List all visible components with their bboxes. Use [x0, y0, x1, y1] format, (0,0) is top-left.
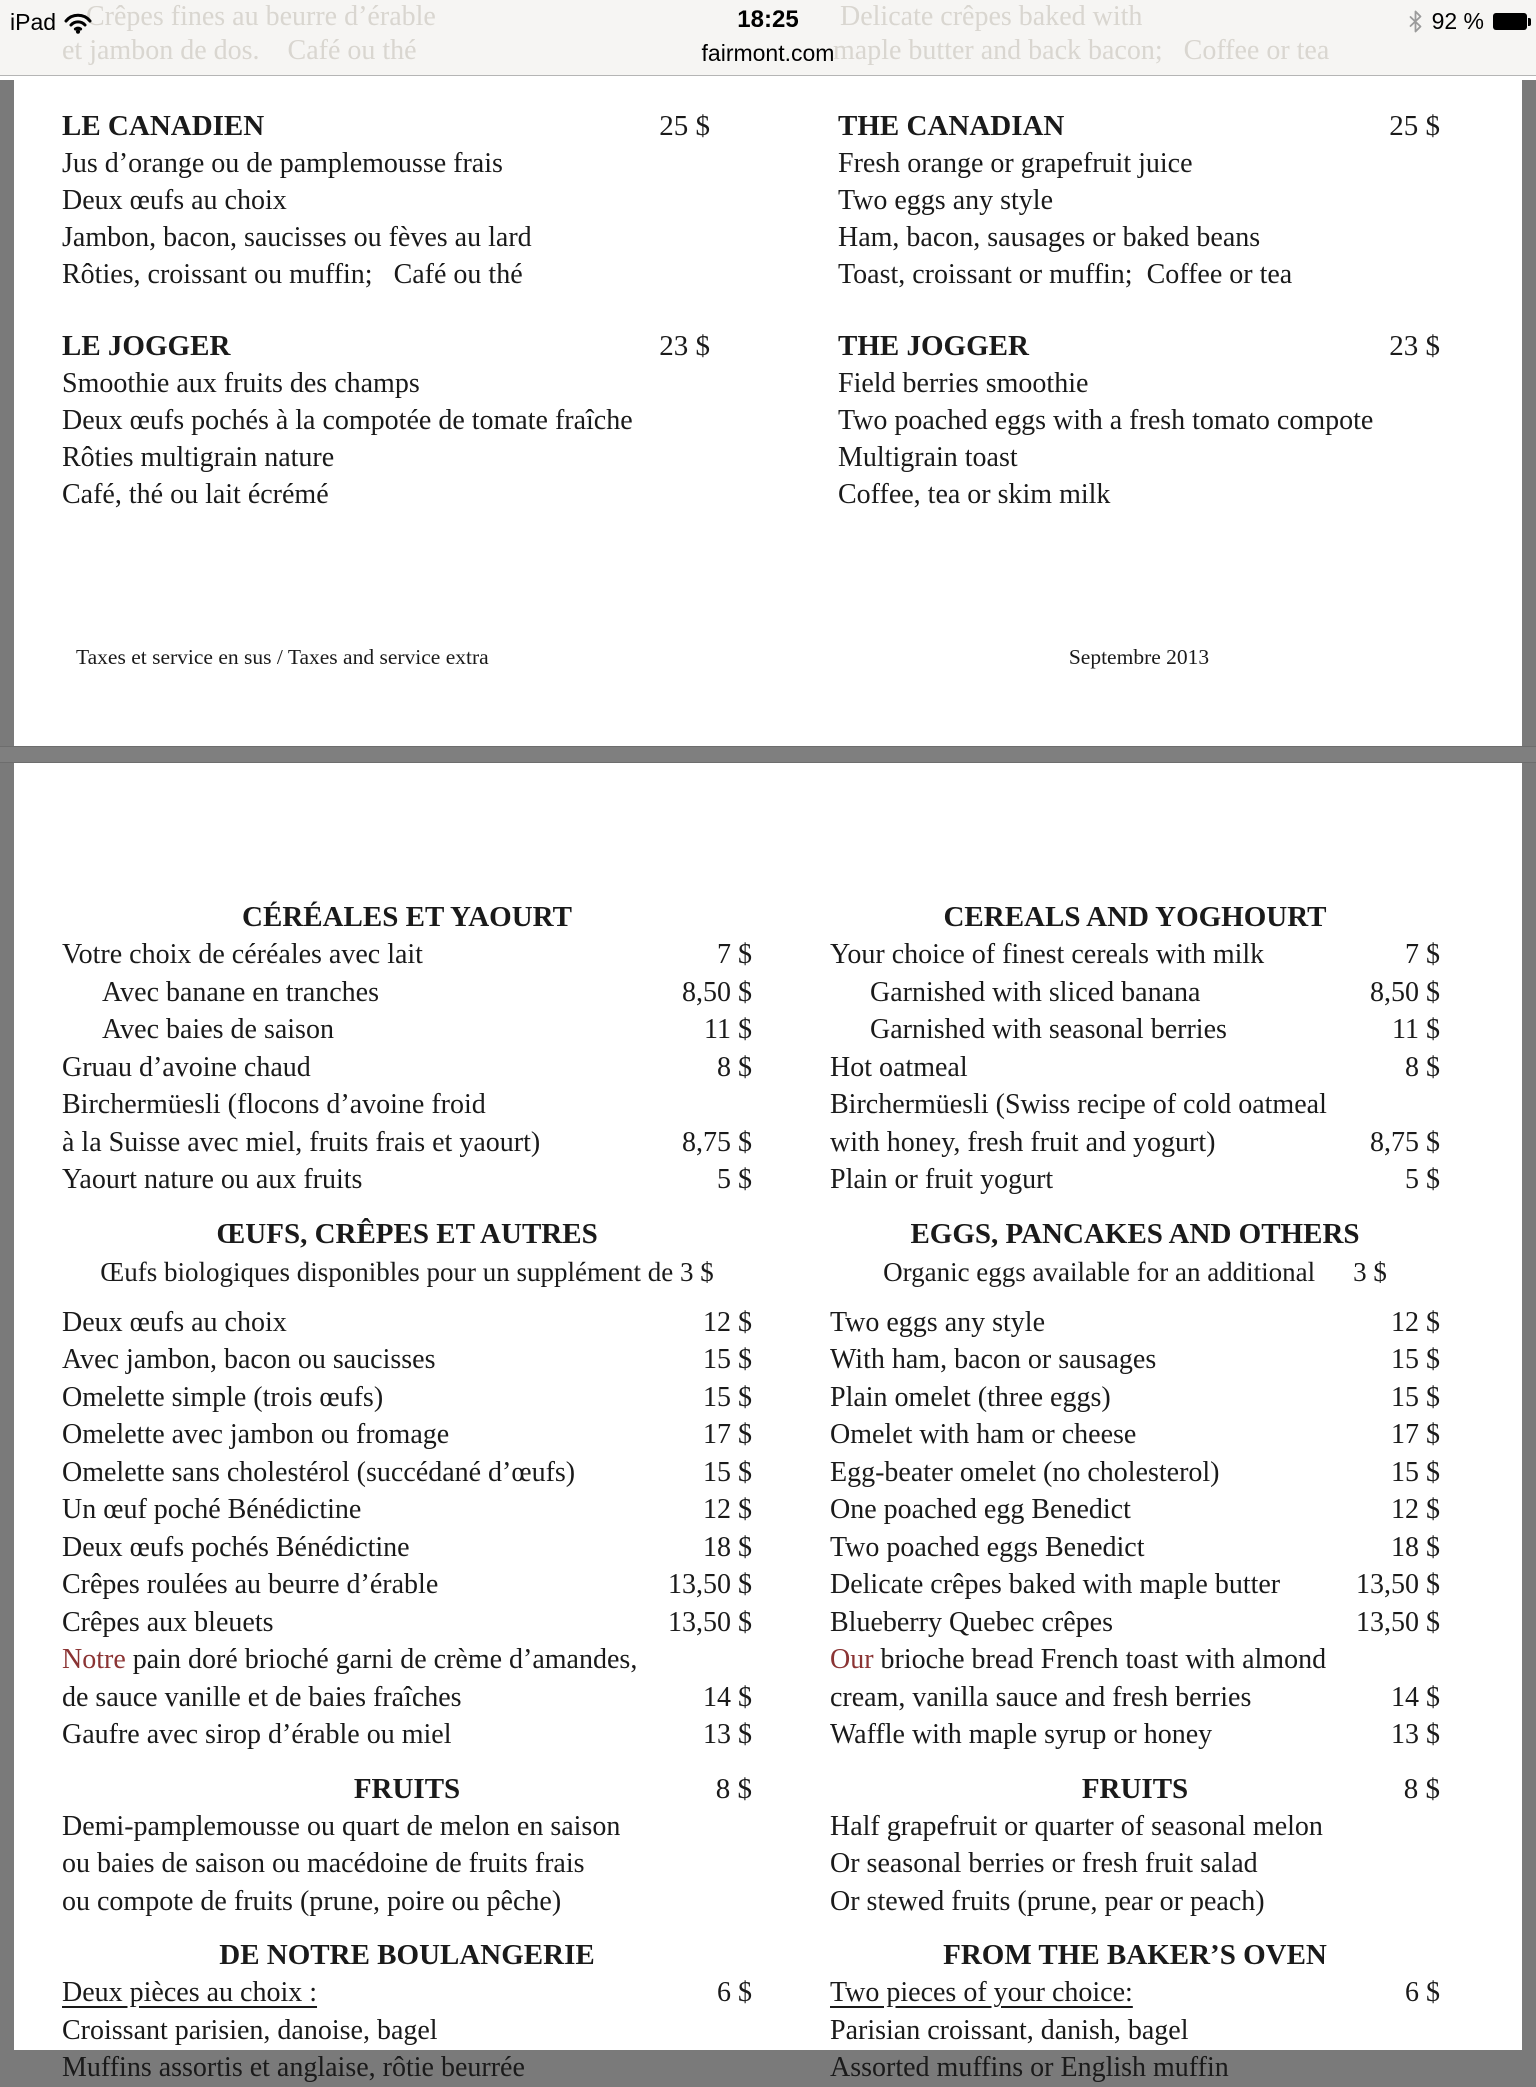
- menu-item-row: [830, 1974, 1440, 2012]
- menu-item-text: Two poached eggs with a fresh tomato compote: [838, 405, 1374, 436]
- section-heading: [838, 327, 1440, 365]
- menu-item-text: Jambon, bacon, saucisses ou fèves au lard: [62, 222, 532, 253]
- page-separator: [0, 746, 1536, 763]
- section-price: 8 $: [715, 1772, 752, 1805]
- menu-item-row: [830, 1049, 1440, 1087]
- menu-item-text: Deux œufs au choix: [62, 185, 287, 216]
- section-heading-text: THE CANADIAN: [838, 110, 1065, 142]
- menu-item-text: Smoothie aux fruits des champs: [62, 368, 420, 399]
- menu-item-price: 15 $: [703, 1344, 752, 1375]
- section-heading: [62, 898, 752, 936]
- menu-item-text: Two eggs any style: [838, 185, 1054, 216]
- menu-section: [838, 107, 1440, 293]
- section-heading: [830, 1936, 1440, 1974]
- menu-item-price: 11 $: [704, 1014, 752, 1045]
- menu-item-price: 17 $: [703, 1419, 752, 1450]
- menu-item-text: Café, thé ou lait écrémé: [62, 479, 329, 510]
- menu-date: Septembre 2013: [1068, 645, 1210, 669]
- menu-item-text: Plain omelet (three eggs): [830, 1381, 1111, 1413]
- menu-section: [838, 327, 1440, 513]
- menu-item-row: [838, 476, 1440, 513]
- battery-icon: [1493, 13, 1527, 30]
- english-column: [838, 107, 1440, 513]
- menu-item-text: Assorted muffins or English muffin: [830, 2052, 1229, 2083]
- menu-item-price: 15 $: [703, 1456, 752, 1488]
- section-heading: [830, 898, 1440, 936]
- page-footer: [14, 645, 1522, 670]
- menu-item-text: Notre pain doré brioché garni de crème d’amandes,: [62, 1644, 638, 1675]
- english-column: [830, 898, 1440, 2087]
- menu-item-text: Muffins assortis et anglaise, rôtie beurrée: [62, 2052, 525, 2083]
- menu-item-text: de sauce vanille et de baies fraîches: [62, 1681, 462, 1713]
- menu-item-text: With ham, bacon or sausages: [830, 1344, 1157, 1375]
- menu-item-text: Delicate crêpes baked with maple butter: [830, 1569, 1281, 1600]
- menu-item-price: 8,50 $: [1370, 976, 1440, 1008]
- menu-item-row: [838, 145, 1440, 182]
- menu-item-text: Demi-pamplemousse ou quart de melon en saison: [62, 1810, 621, 1842]
- section-heading: [62, 1936, 752, 1974]
- menu-item-text: Jus d’orange ou de pamplemousse frais: [62, 148, 503, 179]
- menu-item-price: 12 $: [703, 1494, 752, 1525]
- menu-item-row: [830, 1529, 1440, 1567]
- section-heading-text: CÉRÉALES ET YAOURT: [242, 901, 572, 933]
- menu-item-row: [830, 1124, 1440, 1162]
- section-heading: [62, 1215, 752, 1253]
- menu-item-text: Ham, bacon, sausages or baked beans: [838, 222, 1261, 253]
- section-heading-text: FRUITS: [1081, 1772, 1189, 1805]
- menu-item-price: 6 $: [717, 1977, 752, 2008]
- menu-item-text: Crêpes aux bleuets: [62, 1606, 274, 1638]
- menu-item-text: Birchermüesli (flocons d’avoine froid: [62, 1089, 486, 1120]
- menu-item-row: [62, 1379, 752, 1417]
- menu-item-row: [830, 1716, 1440, 1754]
- menu-item-row: [830, 1808, 1440, 1846]
- menu-section: [830, 1936, 1440, 2087]
- status-bar: [0, 0, 1536, 76]
- menu-section: [830, 1215, 1440, 1754]
- menu-item-row: [62, 1341, 752, 1379]
- bluetooth-icon: [1408, 10, 1423, 33]
- menu-item-text: Rôties multigrain nature: [62, 442, 335, 473]
- menu-item-price: 13 $: [1391, 1719, 1440, 1750]
- menu-item-row: [62, 1161, 752, 1199]
- menu-item-text: Gaufre avec sirop d’érable ou miel: [62, 1719, 452, 1750]
- menu-item-text: Rôties, croissant ou muffin; Café ou thé: [62, 259, 523, 290]
- menu-item-row: [62, 1049, 752, 1087]
- section-heading: [62, 107, 710, 145]
- section-heading: [838, 107, 1440, 145]
- menu-item-price: 11 $: [1392, 1014, 1440, 1045]
- menu-section: [62, 1770, 752, 1921]
- menu-item-row: [62, 365, 710, 402]
- menu-item-price: 8,75 $: [682, 1126, 752, 1158]
- menu-item-row: [838, 182, 1440, 219]
- menu-item-price: 12 $: [1391, 1306, 1440, 1338]
- menu-item-row: [62, 1416, 752, 1454]
- menu-item-row: [830, 974, 1440, 1012]
- ghost-menu-text: maple butter and back bacon; Coffee or tea: [833, 35, 1330, 66]
- menu-section: [62, 107, 710, 293]
- menu-item-row: [62, 1974, 752, 2012]
- menu-item-row: [62, 1641, 752, 1679]
- menu-item-row: [62, 1304, 752, 1342]
- menu-item-text: Our brioche bread French toast with almond: [830, 1644, 1327, 1675]
- menu-item-row: [62, 1604, 752, 1642]
- menu-item-price: 5 $: [1405, 1164, 1440, 1195]
- menu-section: [62, 898, 752, 1199]
- menu-item-price: 15 $: [703, 1381, 752, 1413]
- section-heading: [830, 1215, 1440, 1253]
- section-heading-text: EGGS, PANCAKES AND OTHERS: [910, 1217, 1360, 1250]
- section-heading: [830, 1770, 1440, 1808]
- menu-item-price: 13,50 $: [1356, 1606, 1440, 1638]
- menu-item-row: [62, 402, 710, 439]
- menu-item-row: [830, 1604, 1440, 1642]
- menu-item-text: Or stewed fruits (prune, pear or peach): [830, 1885, 1265, 1917]
- menu-item-row: [830, 1304, 1440, 1342]
- section-subtitle: [62, 1253, 752, 1291]
- menu-item-row: [830, 1883, 1440, 1921]
- menu-item-row: [62, 974, 752, 1012]
- section-heading: [62, 1770, 752, 1808]
- menu-item-row: [830, 1454, 1440, 1492]
- menu-item-row: [62, 2012, 752, 2050]
- ghost-menu-text: et jambon de dos. Café ou thé: [62, 35, 417, 66]
- menu-item-text: with honey, fresh fruit and yogurt): [830, 1126, 1216, 1158]
- menu-item-text: Avec jambon, bacon ou saucisses: [62, 1344, 436, 1375]
- menu-item-price: 13,50 $: [1356, 1569, 1440, 1600]
- menu-item-text: Your choice of finest cereals with milk: [830, 939, 1265, 970]
- menu-item-text: Votre choix de céréales avec lait: [62, 939, 423, 970]
- menu-item-row: [830, 1566, 1440, 1604]
- menu-item-text: Half grapefruit or quarter of seasonal melon: [830, 1810, 1323, 1842]
- menu-item-text: ou compote de fruits (prune, poire ou pêche): [62, 1885, 562, 1917]
- menu-item-row: [62, 145, 710, 182]
- menu-section: [62, 327, 710, 513]
- menu-item-row: [62, 1086, 752, 1124]
- menu-item-row: [62, 1679, 752, 1717]
- menu-item-price: 13,50 $: [668, 1569, 752, 1600]
- menu-item-price: 15 $: [1391, 1456, 1440, 1488]
- menu-item-text: Deux œufs pochés à la compotée de tomate fraîche: [62, 405, 633, 436]
- section-subtitle-text: Organic eggs available for an additional: [883, 1256, 1316, 1287]
- menu-item-text: Avec baies de saison: [102, 1014, 334, 1045]
- menu-item-row: [62, 439, 710, 476]
- menu-item-row: [62, 1845, 752, 1883]
- section-price: 23 $: [659, 330, 710, 362]
- menu-item-text: Omelette avec jambon ou fromage: [62, 1419, 450, 1450]
- menu-item-text: Multigrain toast: [838, 442, 1018, 473]
- menu-item-price: 8 $: [717, 1051, 752, 1083]
- section-price: 8 $: [1403, 1772, 1440, 1805]
- section-price: 25 $: [659, 110, 710, 142]
- menu-item-row: [830, 1341, 1440, 1379]
- menu-item-text: Birchermüesli (Swiss recipe of cold oatmeal: [830, 1089, 1327, 1120]
- menu-item-row: [62, 1491, 752, 1529]
- menu-item-row: [62, 476, 710, 513]
- menu-section: [62, 1936, 752, 2087]
- menu-item-row: [62, 182, 710, 219]
- menu-item-row: [830, 1161, 1440, 1199]
- section-subtitle: [830, 1253, 1440, 1291]
- menu-item-row: [830, 1679, 1440, 1717]
- menu-item-text: Blueberry Quebec crêpes: [830, 1606, 1113, 1638]
- menu-item-row: [62, 2049, 752, 2087]
- menu-item-price: 14 $: [1391, 1681, 1440, 1713]
- menu-item-lead-word: Notre: [62, 1644, 133, 1675]
- menu-item-price: 14 $: [703, 1681, 752, 1713]
- menu-item-text: Hot oatmeal: [830, 1051, 968, 1083]
- menu-item-row: [838, 439, 1440, 476]
- section-heading-text: LE JOGGER: [62, 330, 231, 362]
- menu-page-1: [14, 80, 1522, 746]
- menu-item-text: Coffee, tea or skim milk: [838, 479, 1111, 510]
- section-price: 25 $: [1389, 110, 1440, 142]
- menu-item-row: [830, 1641, 1440, 1679]
- menu-item-price: 17 $: [1391, 1419, 1440, 1450]
- menu-item-row: [62, 1529, 752, 1567]
- menu-item-row: [62, 1808, 752, 1846]
- carrier-label: iPad: [10, 9, 57, 35]
- section-subtitle-text: Œufs biologiques disponibles pour un supplément de 3 $: [100, 1256, 714, 1287]
- menu-item-row: [62, 1716, 752, 1754]
- section-heading-text: DE NOTRE BOULANGERIE: [219, 1939, 595, 1971]
- menu-item-text: à la Suisse avec miel, fruits frais et yaourt): [62, 1126, 541, 1158]
- menu-section: [62, 1215, 752, 1754]
- section-heading-text: FRUITS: [353, 1772, 461, 1805]
- menu-item-price: 7 $: [717, 939, 752, 970]
- clock: 18:25: [737, 6, 799, 33]
- french-column: [62, 107, 710, 513]
- menu-item-text: Or seasonal berries or fresh fruit salad: [830, 1848, 1258, 1879]
- menu-item-text: Two poached eggs Benedict: [830, 1531, 1145, 1563]
- section-heading-text: CEREALS AND YOGHOURT: [943, 901, 1327, 933]
- menu-item-price: 18 $: [703, 1531, 752, 1563]
- section-heading: [62, 327, 710, 365]
- menu-item-text: Field berries smoothie: [838, 368, 1089, 399]
- menu-item-price: 18 $: [1391, 1531, 1440, 1563]
- battery-percent: 92 %: [1431, 8, 1484, 34]
- pdf-scroll-area[interactable]: [0, 76, 1536, 2083]
- menu-item-row: [62, 219, 710, 256]
- menu-item-row: [830, 1086, 1440, 1124]
- menu-item-price: 15 $: [1391, 1381, 1440, 1413]
- section-subtitle-price: 3 $: [1353, 1256, 1387, 1287]
- ghost-menu-text: Crêpes fines au beurre d’érable: [86, 1, 436, 32]
- menu-item-row: [838, 365, 1440, 402]
- menu-item-row: [62, 936, 752, 974]
- section-heading-text: THE JOGGER: [838, 330, 1029, 362]
- menu-item-text: Omelet with ham or cheese: [830, 1419, 1137, 1450]
- menu-item-row: [62, 1011, 752, 1049]
- menu-item-row: [838, 256, 1440, 293]
- menu-item-text: ou baies de saison ou macédoine de fruits frais: [62, 1848, 585, 1879]
- section-heading-text: FROM THE BAKER’S OVEN: [943, 1939, 1327, 1971]
- menu-item-price: 13,50 $: [668, 1606, 752, 1638]
- menu-item-row: [62, 1883, 752, 1921]
- menu-item-text: Plain or fruit yogurt: [830, 1164, 1054, 1195]
- menu-item-text: Deux œufs pochés Bénédictine: [62, 1531, 410, 1563]
- menu-page-2: [14, 763, 1522, 2083]
- menu-item-price: 12 $: [703, 1306, 752, 1338]
- menu-item-text: Garnished with seasonal berries: [870, 1014, 1227, 1045]
- menu-item-price: 5 $: [717, 1164, 752, 1195]
- menu-item-price: 7 $: [1405, 939, 1440, 970]
- menu-item-text: cream, vanilla sauce and fresh berries: [830, 1681, 1252, 1713]
- menu-item-text: One poached egg Benedict: [830, 1494, 1131, 1525]
- menu-item-price: 8 $: [1405, 1051, 1440, 1083]
- section-price: 23 $: [1389, 330, 1440, 362]
- menu-item-row: [62, 1124, 752, 1162]
- menu-item-price: 8,50 $: [682, 976, 752, 1008]
- menu-section: [830, 898, 1440, 1199]
- menu-item-row: [830, 2049, 1440, 2087]
- menu-item-text: Two eggs any style: [830, 1306, 1046, 1338]
- menu-item-row: [838, 219, 1440, 256]
- menu-item-row: [62, 1566, 752, 1604]
- menu-item-row: [838, 402, 1440, 439]
- menu-item-row: [830, 1011, 1440, 1049]
- menu-item-text: Crêpes roulées au beurre d’érable: [62, 1569, 439, 1600]
- menu-item-text: Omelette simple (trois œufs): [62, 1381, 384, 1413]
- menu-item-price: 13 $: [703, 1719, 752, 1750]
- menu-item-row: [830, 1491, 1440, 1529]
- menu-item-text: Yaourt nature ou aux fruits: [62, 1164, 363, 1195]
- url-bar-title[interactable]: fairmont.com: [701, 40, 835, 66]
- menu-item-text: Gruau d’avoine chaud: [62, 1051, 311, 1083]
- status-right: [1408, 8, 1527, 35]
- menu-item-price: 15 $: [1391, 1344, 1440, 1375]
- menu-item-lead-word: Our: [830, 1644, 881, 1675]
- menu-section: [830, 1770, 1440, 1921]
- menu-item-price: 8,75 $: [1370, 1126, 1440, 1158]
- menu-item-text: Parisian croissant, danish, bagel: [830, 2014, 1189, 2046]
- menu-item-price: 6 $: [1405, 1977, 1440, 2008]
- menu-item-text: Garnished with sliced banana: [870, 976, 1201, 1008]
- tax-notice: Taxes et service en sus / Taxes and service extra: [76, 645, 489, 669]
- menu-item-text: Egg-beater omelet (no cholesterol): [830, 1456, 1220, 1488]
- french-column: [62, 898, 752, 2087]
- menu-item-text: Waffle with maple syrup or honey: [830, 1719, 1213, 1750]
- menu-item-row: [62, 1454, 752, 1492]
- menu-item-row: [830, 936, 1440, 974]
- menu-item-row: [62, 256, 710, 293]
- menu-item-text: Avec banane en tranches: [102, 976, 379, 1008]
- menu-item-row: [830, 1379, 1440, 1417]
- section-heading-text: ŒUFS, CRÊPES ET AUTRES: [216, 1217, 598, 1250]
- menu-item-text: Deux œufs au choix: [62, 1306, 287, 1338]
- menu-item-text: Deux pièces au choix :: [62, 1977, 318, 2008]
- menu-item-price: 12 $: [1391, 1494, 1440, 1525]
- menu-item-text: Two pieces of your choice:: [830, 1977, 1133, 2008]
- menu-item-text: Un œuf poché Bénédictine: [62, 1494, 362, 1525]
- section-heading-text: LE CANADIEN: [62, 110, 265, 142]
- menu-item-row: [830, 2012, 1440, 2050]
- menu-item-row: [830, 1416, 1440, 1454]
- ghost-menu-text: Delicate crêpes baked with: [840, 1, 1143, 32]
- menu-item-text: Fresh orange or grapefruit juice: [838, 148, 1193, 179]
- menu-item-text: Omelette sans cholestérol (succédané d’œufs): [62, 1456, 576, 1488]
- menu-item-row: [830, 1845, 1440, 1883]
- menu-item-text: Toast, croissant or muffin; Coffee or tea: [838, 259, 1293, 290]
- menu-item-text: Croissant parisien, danoise, bagel: [62, 2014, 438, 2046]
